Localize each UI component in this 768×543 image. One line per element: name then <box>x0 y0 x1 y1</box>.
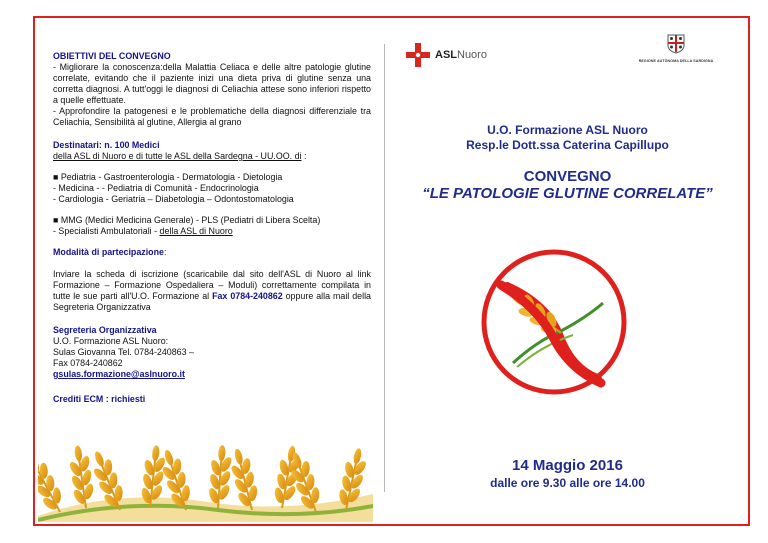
specialties-line <box>53 226 371 237</box>
left-panel <box>53 51 371 405</box>
recipients-colon: : <box>301 151 307 161</box>
secretariat-heading: Segreteria Organizzativa <box>53 325 157 335</box>
wheat-ear-icon <box>38 451 71 518</box>
asl-nuoro-link[interactable]: della ASL di Nuoro <box>159 226 233 236</box>
fold-divider <box>384 44 385 492</box>
specialties-line: - Medicina - - Pediatria di Comunità - Endocrinologia <box>53 183 259 193</box>
event-heading <box>395 168 740 202</box>
participation-heading: Modalità di partecipazione <box>53 247 164 257</box>
objectives-heading: OBIETTIVI DEL CONVEGNO <box>53 51 171 61</box>
specialties-line: ■ MMG (Medici Medicina Generale) - PLS (Pediatri di Libera Scelta) <box>53 215 321 225</box>
participation-text <box>53 269 371 313</box>
specialties-group-1 <box>53 172 371 205</box>
logo-nuoro-text: Nuoro <box>457 49 487 61</box>
asl-nuoro-logo <box>405 42 487 68</box>
participation-body: Inviare la scheda di iscrizione (scaricabile dal sito dell'ASL di Nuoro al link Formazione – Formazione Ospedaliera – Moduli) correttamente compilata in tutte le sue parti all'U.O. Formazione al <box>53 269 371 301</box>
asl-cross-icon <box>405 42 431 68</box>
secretariat-line: Fax 0784-240862 <box>53 358 123 368</box>
participation-tail: oppure alla mail della Segreteria Organizzativa <box>53 291 371 312</box>
event-type: CONVEGNO <box>523 168 612 185</box>
participation-heading-line <box>53 247 371 258</box>
region-sardinia-logo <box>636 34 716 63</box>
secretariat-email-link[interactable]: gsulas.formazione@aslnuoro.it <box>53 369 185 379</box>
recipients-heading: Destinatari: n. 100 Medici <box>53 140 160 150</box>
organizer-block <box>395 123 740 153</box>
region-name: REGIONE AUTÒNOMA DELLA SARDIGNA <box>638 59 714 63</box>
specialists-prefix: - Specialisti Ambulatoriali - <box>53 226 160 236</box>
wheat-ear-icon <box>206 444 234 509</box>
secretariat-line: U.O. Formazione ASL Nuoro: <box>53 336 169 346</box>
event-title: “LE PATOLOGIE GLUTINE CORRELATE” <box>422 185 713 202</box>
gluten-free-symbol <box>477 245 631 399</box>
secretariat-line: Sulas Giovanna Tel. 0784-240863 – <box>53 347 194 357</box>
sardinia-coat-of-arms-icon <box>667 34 685 54</box>
wheat-ear-icon <box>65 444 98 510</box>
logo-asl-text: ASL <box>435 49 457 61</box>
participation-fax: Fax 0784-240862 <box>212 291 283 301</box>
recipients-subtitle <box>53 151 371 162</box>
ecm-credits: Crediti ECM : richiesti <box>53 394 146 404</box>
specialties-line: - Cardiologia - Geriatria – Diabetologia – Odontostomatologia <box>53 194 294 204</box>
event-time: dalle ore 9.30 alle ore 14.00 <box>490 476 645 490</box>
objectives-text-2: - Approfondire la patogenesi e le problematiche della diagnosi differenziale tra Celiachia, Sensibilità al glutine, Allergia al grano <box>53 106 371 127</box>
recipients-units: della ASL di Nuoro e di tutte le ASL della Sardegna - UU.OO. di <box>53 151 302 161</box>
wheat-ear-icon <box>225 446 264 513</box>
participation-colon: : <box>163 247 167 257</box>
objectives-text-1: - Migliorare la conoscenza:della Malattia Celiaca e delle altre patologie glutine correlate, evitando che il paziente inizi una dieta priva di glutine senza una corretta diagnosi. A tutt'oggi le diagnosi di Celiachia attese sono inferiori rispetto a quelle effettuate. <box>53 62 371 105</box>
wheat-ears-illustration <box>38 424 373 522</box>
organizer-unit: U.O. Formazione ASL Nuoro <box>487 123 648 137</box>
specialties-line: ■ Pediatria - Gastroenterologia - Dermatologia - Dietologia <box>53 172 283 182</box>
event-date: 14 Maggio 2016 <box>512 457 623 474</box>
organizer-responsible: Resp.le Dott.ssa Caterina Capillupo <box>466 138 669 152</box>
specialties-group-2 <box>53 215 371 237</box>
event-date-block <box>395 456 740 491</box>
